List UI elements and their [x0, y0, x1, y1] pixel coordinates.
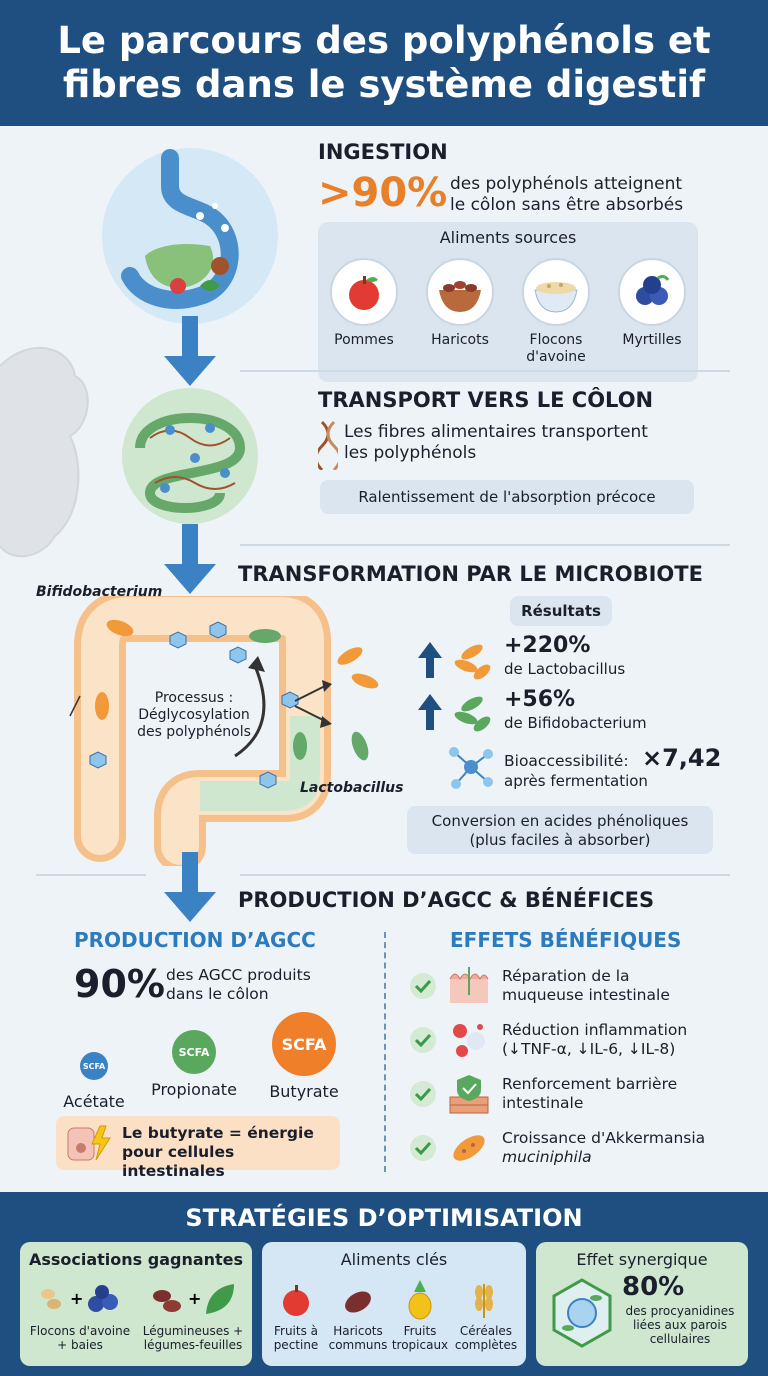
beans-bowl-icon — [426, 258, 494, 326]
plant-cell-icon — [550, 1278, 614, 1348]
effect-inflammation-reduction: Réduction inflammation (↓TNF-α, ↓IL-6, ↓IL-8) — [410, 1016, 740, 1064]
acid-acetate: SCFA Acétate — [56, 1040, 132, 1111]
cloud-decoration-icon — [0, 336, 90, 566]
acid-butyrate: SCFA Butyrate — [262, 1012, 346, 1101]
food-beans: Haricots — [420, 258, 500, 349]
key-food-beans: Haricots communs — [328, 1324, 388, 1352]
association-legumes-leaves: Légumineuses + légumes-feuilles — [142, 1324, 244, 1352]
synergy-stat: 80% — [622, 1272, 685, 1302]
conversion-pill: Conversion en acides phénoliques (plus faciles à absorber) — [407, 806, 713, 854]
apple-icon — [278, 1282, 314, 1318]
key-food-tropical: Fruits tropicaux — [391, 1324, 449, 1352]
barrier-shield-icon — [448, 1073, 490, 1115]
check-icon — [410, 1027, 436, 1053]
strategies-section — [0, 1192, 768, 1376]
bean-icon — [340, 1282, 376, 1318]
legumes-plus-leaves-icon — [148, 1280, 244, 1318]
lacto-label: Lactobacillus — [300, 780, 404, 796]
food-apple: Pommes — [324, 258, 404, 349]
panel-key-foods: Aliments clés Fruits à pectine Haricots communs Fruits tropicaux Céréales complètes — [262, 1242, 526, 1366]
arrow-down-icon — [160, 316, 220, 388]
scfa-large-icon: SCFA — [272, 1012, 336, 1076]
arrow-down-icon — [160, 524, 220, 596]
result-bioaccess-label: Bioaccessibilité: — [504, 752, 629, 770]
food-sources-title: Aliments sources — [439, 228, 577, 247]
svg-text:+: + — [188, 1289, 202, 1308]
scfa-medium-icon: SCFA — [172, 1030, 216, 1074]
oats-bowl-icon — [522, 258, 590, 326]
oats-plus-berries-icon — [36, 1280, 126, 1318]
pineapple-icon — [402, 1278, 438, 1320]
ingestion-stat: >90% — [318, 170, 448, 216]
scfa-small-icon: SCFA — [80, 1052, 108, 1080]
panel-synergy: Effet synergique 80% des procyanidines liées aux parois cellulaires — [536, 1242, 748, 1366]
svg-text:+: + — [70, 1289, 84, 1308]
bifido-label: Bifidobacterium — [36, 584, 163, 600]
result-bioaccess-value: ×7,42 — [642, 744, 722, 772]
synergy-text: des procyanidines liées aux parois cellulaires — [625, 1304, 735, 1346]
ingestion-title: INGESTION — [318, 140, 448, 164]
arrow-down-icon — [160, 852, 220, 924]
vertical-divider — [384, 932, 386, 1172]
food-oats: Flocons d'avoine — [516, 258, 596, 366]
ingestion-stat-text: des polyphénols atteignent le côlon sans être absorbés — [450, 174, 684, 215]
strategies-title: STRATÉGIES D’OPTIMISATION — [185, 1204, 583, 1232]
apple-icon — [330, 258, 398, 326]
molecule-icon — [446, 744, 496, 790]
result-bifido-label: de Bifidobacterium — [504, 714, 647, 732]
transformation-title: TRANSFORMATION PAR LE MICROBIOTE — [238, 562, 703, 586]
effect-barrier-reinforcement: Renforcement barrière intestinale — [410, 1070, 740, 1118]
transport-title: TRANSPORT VERS LE CÔLON — [318, 388, 654, 412]
wheat-icon — [466, 1278, 502, 1320]
butyrate-note: Le butyrate = énergie pour cellules intestinales — [56, 1116, 340, 1170]
divider — [240, 544, 730, 546]
process-label: Processus : Déglycosylation des polyphénols — [137, 690, 251, 740]
check-icon — [410, 973, 436, 999]
result-bioaccess-sub: après fermentation — [504, 772, 648, 790]
result-lacto-value: +220% — [504, 633, 591, 658]
intestine-icon — [110, 388, 270, 528]
agcc-left-title: PRODUCTION D’AGCC — [74, 928, 316, 952]
agcc-stat-text: des AGCC produits dans le côlon — [166, 966, 311, 1003]
key-food-pectin: Fruits à pectine — [273, 1324, 319, 1352]
transport-text: Les fibres alimentaires transportent les polyphénols — [344, 422, 648, 463]
divider — [240, 370, 730, 372]
blueberries-icon — [618, 258, 686, 326]
effect-mucosa-repair: Réparation de la muqueuse intestinale — [410, 962, 740, 1010]
association-oats-berries: Flocons d'avoine + baies — [29, 1324, 131, 1352]
divider — [240, 874, 730, 876]
agcc-title: PRODUCTION D’AGCC & BÉNÉFICES — [238, 888, 655, 912]
key-food-grains: Céréales complètes — [454, 1324, 518, 1352]
cell-energy-icon — [64, 1122, 114, 1164]
fiber-strand-icon — [318, 420, 338, 470]
page-title: Le parcours des polyphénols et fibres dans le système digestif — [57, 19, 711, 106]
effect-akkermansia-growth: Croissance d'Akkermansia muciniphila — [410, 1124, 740, 1172]
result-bifido-value: +56% — [504, 687, 576, 712]
food-blueberries: Myrtilles — [612, 258, 692, 349]
transport-pill: Ralentissement de l'absorption précoce — [320, 480, 694, 514]
inflammation-icon — [448, 1019, 490, 1061]
arrow-up-bifido-icon — [416, 690, 496, 734]
check-icon — [410, 1081, 436, 1107]
acid-propionate: SCFA Propionate — [144, 1030, 244, 1099]
agcc-right-title: EFFETS BÉNÉFIQUES — [450, 928, 682, 952]
header — [0, 0, 768, 126]
check-icon — [410, 1135, 436, 1161]
divider — [36, 874, 146, 876]
agcc-stat: 90% — [74, 962, 165, 1006]
arrow-up-lacto-icon — [416, 638, 496, 682]
mucosa-icon — [448, 965, 490, 1007]
panel-associations: Associations gagnantes + + Flocons d'avoine + baies Légumineuses + légumes-feuilles — [20, 1242, 252, 1366]
stomach-icon — [100, 146, 280, 326]
main-content — [0, 126, 768, 1192]
results-title: Résultats — [510, 596, 612, 626]
bacterium-icon — [448, 1127, 490, 1169]
result-lacto-label: de Lactobacillus — [504, 660, 626, 678]
